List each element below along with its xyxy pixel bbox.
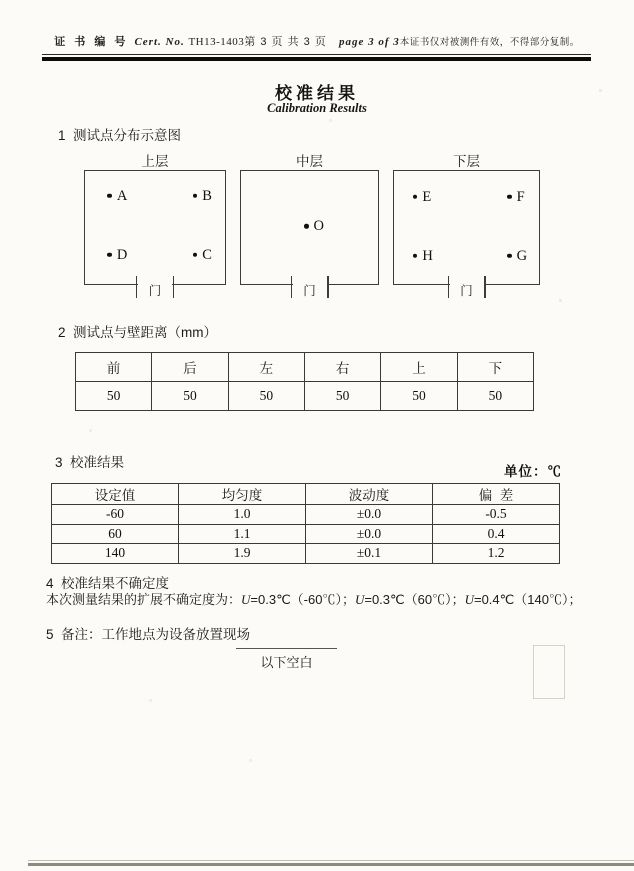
layer-lower: [393, 150, 540, 298]
cert-number: TH13-1403: [188, 36, 245, 48]
page-subtitle-en: Calibration Results: [267, 101, 367, 115]
door-symbol: [448, 276, 486, 298]
scan-artifact-box: [533, 645, 565, 699]
header-rule: [42, 54, 591, 61]
distance-header-cell: 下: [457, 353, 533, 382]
distance-value-cell: 50: [304, 382, 380, 411]
distance-value-cell: 50: [76, 382, 152, 411]
results-value-cell: 1.2: [433, 544, 560, 564]
results-value-cell: ±0.1: [306, 544, 433, 564]
point-dot-icon: [413, 195, 418, 200]
point-dot-icon: [507, 195, 512, 200]
uncertainty-value-3: =0.4℃（140℃）；: [473, 592, 582, 607]
u-symbol: U: [241, 592, 251, 607]
blank-below-note: 以下空白: [260, 655, 313, 670]
uncertainty-value-2: =0.3℃（60℃）；: [364, 592, 465, 607]
test-point-G: G: [507, 249, 527, 264]
point-dot-icon: [413, 254, 418, 259]
certificate-header: [0, 33, 634, 49]
results-row: [52, 544, 560, 564]
layer-lower-box: [393, 170, 540, 298]
distance-header-cell: 后: [152, 353, 228, 382]
scan-edge-line: [28, 860, 634, 861]
results-value-cell: -0.5: [433, 505, 560, 525]
page-count-cn: 第 3 页 共 3 页: [244, 36, 339, 48]
test-point-D: D: [107, 247, 127, 262]
layer-upper-label: 上层: [141, 154, 169, 169]
test-point-C: C: [193, 247, 212, 262]
cert-no-label-cn: 证 书 编 号: [54, 36, 135, 48]
point-dot-icon: [304, 224, 309, 229]
test-point-diagram: [84, 150, 540, 298]
results-value-cell: ±0.0: [306, 524, 433, 544]
layer-upper: [84, 150, 226, 298]
page-count-en: page 3 of 3: [338, 36, 400, 48]
test-point-A: A: [107, 189, 127, 204]
results-value-cell: 1.1: [179, 524, 306, 544]
layer-middle-label: 中层: [296, 154, 323, 169]
distance-value-cell: 50: [152, 382, 228, 411]
page-title: 校准结果: [275, 84, 359, 103]
wall-distance-table: [75, 352, 534, 411]
uncertainty-intro: 本次测量结果的扩展不确定度为：: [46, 592, 242, 607]
section1-heading: 1 测试点分布示意图: [58, 128, 182, 143]
u-symbol: U: [464, 592, 474, 607]
uncertainty-statement: [46, 589, 606, 608]
point-dot-icon: [507, 254, 512, 259]
blank-divider-line: [236, 648, 337, 649]
test-point-O: O: [304, 219, 324, 234]
cert-no-label-en: Cert. No.: [134, 36, 189, 48]
results-value-cell: ±0.0: [306, 505, 433, 525]
unit-label: 单位：℃: [504, 464, 562, 479]
door-label: 门: [148, 284, 162, 298]
section3-heading: 3 校准结果: [55, 455, 125, 470]
results-value-cell: 140: [52, 544, 179, 564]
results-value-cell: 1.9: [179, 544, 306, 564]
results-value-cell: 60: [52, 524, 179, 544]
distance-value-cell: 50: [228, 382, 304, 411]
results-value-cell: 1.0: [179, 505, 306, 525]
results-header-cell: 均匀度: [179, 484, 306, 505]
results-header-cell: 波动度: [306, 484, 433, 505]
distance-header-cell: 右: [304, 353, 380, 382]
u-symbol: U: [354, 592, 365, 607]
point-dot-icon: [107, 194, 112, 199]
door-label: 门: [303, 284, 316, 298]
door-label: 门: [460, 284, 473, 298]
scan-edge-line: [28, 863, 634, 866]
point-dot-icon: [107, 252, 112, 257]
distance-value-cell: 50: [457, 382, 533, 411]
distance-header-cell: 上: [381, 353, 457, 382]
uncertainty-value-1: =0.3℃（-60℃）；: [250, 592, 355, 607]
distance-header-cell: 左: [228, 353, 304, 382]
layer-upper-box: [84, 170, 226, 298]
test-point-E: E: [413, 190, 431, 205]
section2-heading: 2 测试点与壁距离（mm）: [58, 325, 218, 340]
layer-middle: [240, 150, 379, 298]
validity-note: 本证书仅对被测件有效，不得部分复制。: [399, 37, 580, 48]
point-dot-icon: [193, 194, 198, 199]
door-symbol: [136, 276, 174, 298]
test-point-F: F: [507, 190, 525, 205]
door-symbol: [291, 276, 329, 298]
results-value-cell: 0.4: [433, 524, 560, 544]
test-point-H: H: [413, 249, 433, 264]
test-point-B: B: [193, 189, 212, 204]
point-dot-icon: [193, 252, 198, 257]
calibration-results-table: [51, 483, 560, 564]
results-header-cell: 偏 差: [433, 484, 560, 505]
section5-heading: 5 备注：工作地点为设备放置现场: [46, 627, 251, 642]
results-value-cell: -60: [52, 505, 179, 525]
distance-header-cell: 前: [76, 353, 152, 382]
results-header-cell: 设定值: [52, 484, 179, 505]
section4-heading: 4 校准结果不确定度: [46, 576, 170, 591]
results-row: [52, 505, 560, 525]
layer-middle-box: [240, 170, 379, 298]
layer-lower-label: 下层: [453, 154, 480, 169]
scan-noise: [0, 0, 1, 1]
results-row: [52, 524, 560, 544]
distance-value-cell: 50: [381, 382, 457, 411]
